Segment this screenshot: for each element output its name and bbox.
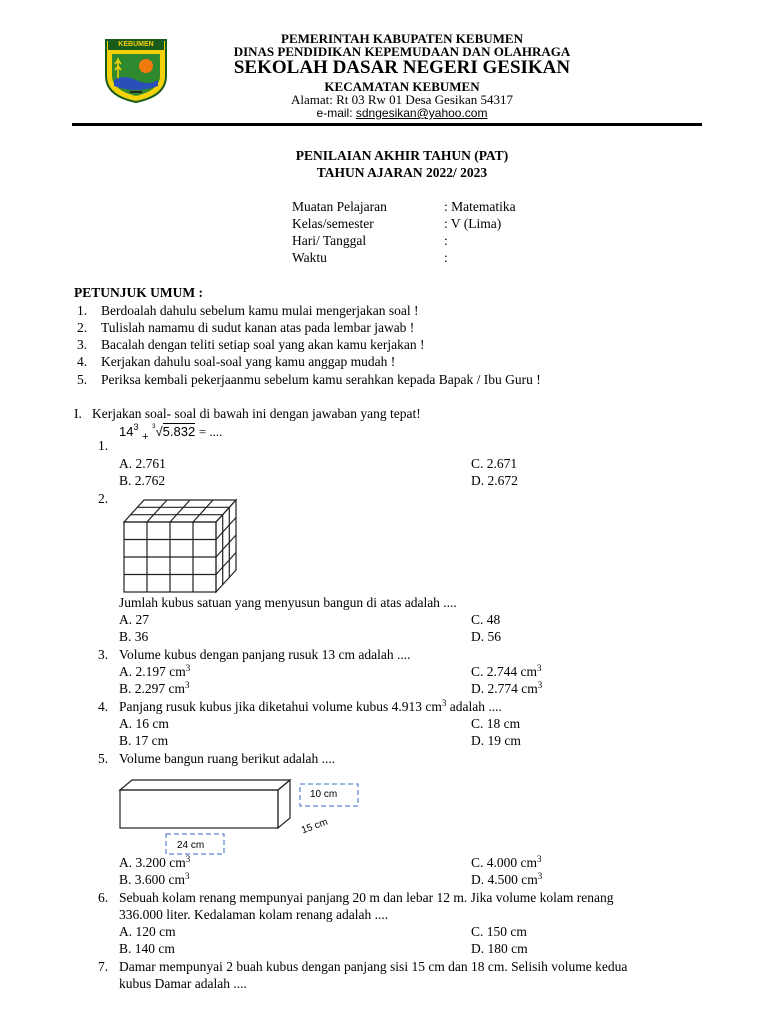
q2-option-a: A. 27 (119, 612, 149, 627)
header-divider (72, 123, 702, 126)
q1-option-a: A. 2.761 (119, 456, 166, 471)
q1-radicand: 5.832 (162, 424, 196, 439)
q6-option-a: A. 120 cm (119, 924, 176, 939)
q5-option-a (119, 854, 190, 871)
school-email (180, 106, 624, 121)
school-name: SEKOLAH DASAR NEGERI GESIKAN (233, 57, 571, 78)
instruction-3-num: 3. (77, 337, 88, 352)
q7-text-line-1: Damar mempunyai 2 buah kubus dengan panjang sisi 15 cm dan 18 cm. Selisih volume kedua (119, 959, 628, 974)
q1-expression (119, 423, 222, 442)
q3-option-a-text: A. 2.197 cm (119, 664, 186, 679)
q4-number: 4. (98, 699, 109, 714)
q5-option-b-text: B. 3.600 cm (119, 872, 185, 887)
q5-option-a-sup: 3 (185, 854, 191, 864)
info-subject-label: Muatan Pelajaran (292, 199, 387, 214)
instruction-4: Kerjakan dahulu soal-soal yang kamu anggap mudah ! (101, 354, 396, 369)
q6-option-b: B. 140 cm (119, 941, 175, 956)
info-time-value: : (444, 250, 448, 265)
q7-number: 7. (98, 959, 109, 974)
q1-base: 14 (119, 424, 134, 439)
q6-number: 6. (98, 890, 109, 905)
exam-year: TAHUN AJARAN 2022/ 2023 (316, 165, 488, 180)
email-label: e-mail: (316, 106, 356, 120)
q5-option-d-text: D. 4.500 cm (471, 872, 538, 887)
info-class-value: : V (Lima) (444, 216, 502, 231)
q2-option-b: B. 36 (119, 629, 149, 644)
q3-option-d-sup: 3 (537, 680, 543, 690)
info-time-label: Waktu (292, 250, 327, 265)
q1-number: 1. (98, 438, 109, 453)
email-link[interactable]: sdngesikan@yahoo.com (355, 106, 488, 120)
q5-option-c-text: C. 4.000 cm (471, 855, 537, 870)
q3-option-a (119, 663, 190, 680)
logo-lettering: KEBUMEN (118, 41, 154, 48)
instruction-5-num: 5. (77, 372, 88, 387)
q4-text-pre: Panjang rusuk kubus jika diketahui volume kubus 4.913 cm (119, 699, 442, 714)
q7-text-line-2: kubus Damar adalah .... (119, 976, 247, 991)
info-class-label: Kelas/semester (292, 216, 374, 231)
q1-option-b: B. 2.762 (119, 473, 166, 488)
q1-option-c: C. 2.671 (471, 456, 518, 471)
q5-option-c (471, 854, 542, 871)
q3-option-d (471, 680, 542, 697)
q2-cube-figure (118, 496, 242, 596)
q2-number: 2. (98, 491, 109, 506)
q5-option-c-sup: 3 (537, 854, 542, 864)
q5-option-b-sup: 3 (185, 871, 190, 881)
q4-option-a: A. 16 cm (119, 716, 169, 731)
q6-text-line-2: 336.000 liter. Kedalaman kolam renang adalah .... (119, 907, 389, 922)
instruction-3: Bacalah dengan teliti setiap soal yang akan kamu kerjakan ! (101, 337, 425, 352)
instruction-2: Tulislah namamu di sudut kanan atas pada lembar jawab ! (101, 320, 415, 335)
q3-text: Volume kubus dengan panjang rusuk 13 cm adalah .... (119, 647, 411, 662)
q6-text-line-1: Sebuah kolam renang mempunyai panjang 20 m dan lebar 12 m. Jika volume kolam renang (119, 890, 614, 905)
q5-option-a-text: A. 3.200 cm (119, 855, 186, 870)
section-instruction: Kerjakan soal- soal di bawah ini dengan jawaban yang tepat! (92, 406, 421, 421)
q5-label-width: 15 cm (300, 816, 330, 837)
info-date-label: Hari/ Tanggal (292, 233, 367, 248)
q6-option-d: D. 180 cm (471, 941, 528, 956)
instructions-heading: PETUNJUK UMUM : (74, 285, 203, 300)
q3-option-c-text: C. 2.744 cm (471, 664, 537, 679)
q1-option-d: D. 2.672 (471, 473, 518, 488)
q3-number: 3. (98, 647, 109, 662)
info-date-value: : (444, 233, 448, 248)
q4-text (119, 698, 502, 715)
q3-option-a-sup: 3 (185, 663, 191, 673)
instruction-2-num: 2. (77, 320, 88, 335)
q4-option-c: C. 18 cm (471, 716, 521, 731)
q2-option-c: C. 48 (471, 612, 501, 627)
q2-text: Jumlah kubus satuan yang menyusun bangun di atas adalah .... (119, 595, 457, 610)
info-subject-value: : Matematika (444, 199, 516, 214)
instruction-1-num: 1. (77, 303, 88, 318)
district-name: KECAMATAN KEBUMEN (324, 79, 480, 94)
q3-option-c-sup: 3 (537, 663, 542, 673)
header-line-2: DINAS PENDIDIKAN KEPEMUDAAN DAN OLAHRAGA (233, 44, 571, 59)
instruction-4-num: 4. (77, 354, 88, 369)
q3-option-b-sup: 3 (185, 680, 190, 690)
instruction-1: Berdoalah dahulu sebelum kamu mulai mengerjakan soal ! (101, 303, 419, 318)
q5-option-d-sup: 3 (537, 871, 543, 881)
q5-number: 5. (98, 751, 109, 766)
q1-root-index: 3 (152, 424, 156, 430)
q1-tail: = .... (198, 424, 223, 439)
school-address: Alamat: Rt 03 Rw 01 Desa Gesikan 54317 (290, 92, 514, 107)
instruction-5: Periksa kembali pekerjaanmu sebelum kamu serahkan kepada Bapak / Ibu Guru ! (101, 372, 541, 387)
root-sign-icon: √ (155, 424, 163, 439)
q5-label-length: 24 cm (177, 840, 205, 851)
q3-option-b (119, 680, 190, 697)
q5-label-height: 10 cm (310, 789, 338, 800)
q6-option-c: C. 150 cm (471, 924, 527, 939)
header-line-1: PEMERINTAH KABUPATEN KEBUMEN (281, 31, 523, 46)
q5-text: Volume bangun ruang berikut adalah .... (119, 751, 336, 766)
q3-option-b-text: B. 2.297 cm (119, 681, 185, 696)
q4-option-b: B. 17 cm (119, 733, 169, 748)
q4-option-d: D. 19 cm (471, 733, 521, 748)
q3-option-d-text: D. 2.774 cm (471, 681, 538, 696)
q2-option-d: D. 56 (471, 629, 501, 644)
q1-exponent: 3 (133, 422, 139, 432)
q1-plus: + (142, 431, 149, 443)
exam-title: PENILAIAN AKHIR TAHUN (PAT) (295, 148, 509, 163)
q3-option-c (471, 663, 542, 680)
q4-text-sup: 3 (441, 698, 447, 708)
q5-option-b (119, 871, 190, 888)
q4-text-post: adalah .... (446, 699, 502, 714)
school-logo (102, 36, 170, 104)
section-number: I. (74, 406, 82, 421)
q5-option-d (471, 871, 542, 888)
